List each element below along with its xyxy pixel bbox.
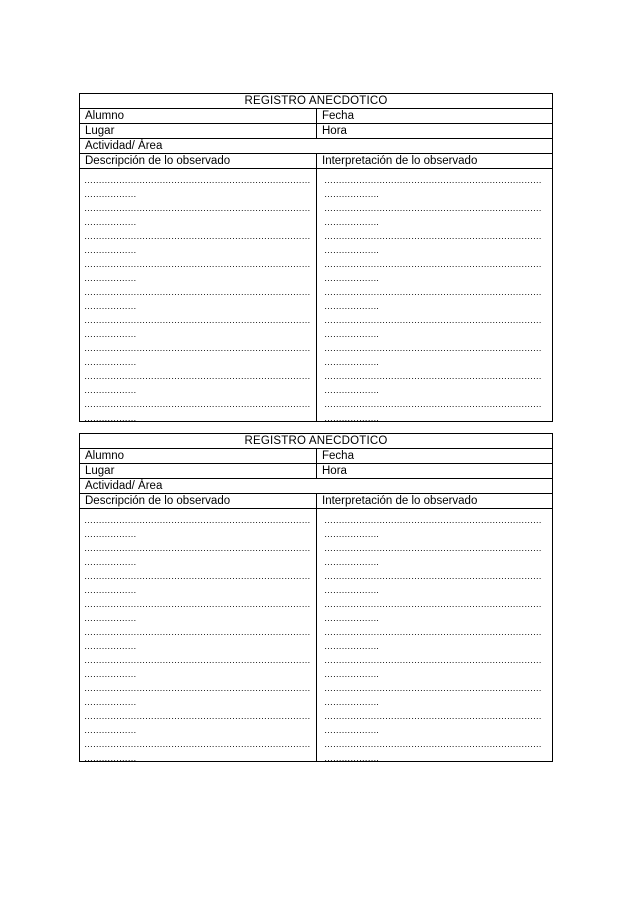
dotted-line: …………………………………………………………………… <box>84 287 311 297</box>
dotted-line: ………………………………………………………………… <box>324 371 542 381</box>
dotted-line: ………………. <box>324 529 379 539</box>
dotted-line: …………………………………………………………………… <box>84 683 311 693</box>
interpretation-writing-area[interactable] <box>317 509 552 761</box>
dotted-line: ……………… <box>84 753 137 761</box>
dotted-line: ……………… <box>84 529 137 539</box>
dotted-line: …………………………………………………………………… <box>84 231 311 241</box>
dotted-line: ……………… <box>84 669 137 679</box>
activity-row <box>80 479 552 494</box>
activity-row <box>80 139 552 154</box>
dotted-line: ………………. <box>324 753 379 761</box>
dotted-line: ……………… <box>84 641 137 651</box>
dotted-line: …………………………………………………………………… <box>84 399 311 409</box>
dotted-line: ……………… <box>84 357 137 367</box>
dotted-line: ………………………………………………………………… <box>324 259 542 269</box>
dotted-line: ……………… <box>84 385 137 395</box>
dotted-line: ……………… <box>84 245 137 255</box>
interpretation-writing-area[interactable] <box>317 169 552 421</box>
dotted-line: ………………………………………………………………… <box>324 739 542 749</box>
dotted-line: ……………… <box>84 217 137 227</box>
dotted-line: ……………… <box>84 301 137 311</box>
dotted-line: ………………………………………………………………… <box>324 515 542 525</box>
dotted-line: ………………. <box>324 725 379 735</box>
dotted-line: ………………. <box>324 217 379 227</box>
student-date-row <box>80 109 552 124</box>
dotted-line: …………………………………………………………………… <box>84 711 311 721</box>
observation-header: Descripción de lo observado <box>80 154 317 168</box>
place-field[interactable]: Lugar <box>80 124 317 138</box>
date-field[interactable]: Fecha <box>322 450 354 462</box>
dotted-line: …………………………………………………………………… <box>84 599 311 609</box>
dotted-line: ……………… <box>84 189 137 199</box>
dotted-line: ……………… <box>84 329 137 339</box>
dotted-line: ………………. <box>324 697 379 707</box>
dotted-line: …………………………………………………………………… <box>84 175 311 185</box>
dotted-line: ……………… <box>84 613 137 623</box>
form-title-row <box>80 434 552 449</box>
dotted-line: ………………………………………………………………… <box>324 543 542 553</box>
dotted-line: ………………………………………………………………… <box>324 175 542 185</box>
dotted-line: ………………………………………………………………… <box>324 711 542 721</box>
dotted-line: ………………………………………………………………… <box>324 683 542 693</box>
dotted-line: ………………………………………………………………… <box>324 571 542 581</box>
student-field[interactable]: Alumno <box>80 449 317 463</box>
section-header-row <box>80 494 552 509</box>
dotted-line: …………………………………………………………………… <box>84 655 311 665</box>
time-field[interactable]: Hora <box>322 125 347 137</box>
dotted-line: …………………………………………………………………… <box>84 371 311 381</box>
dotted-line: ………………. <box>324 189 379 199</box>
dotted-line: ……………… <box>84 557 137 567</box>
dotted-line: ………………. <box>324 245 379 255</box>
interpretation-header: Interpretación de lo observado <box>322 495 478 507</box>
dotted-line: ………………. <box>324 413 379 421</box>
writing-area <box>80 169 552 421</box>
dotted-line: …………………………………………………………………… <box>84 203 311 213</box>
dotted-line: ………………………………………………………………… <box>324 231 542 241</box>
dotted-line: ……………… <box>84 585 137 595</box>
dotted-line: ……………… <box>84 697 137 707</box>
writing-area <box>80 509 552 761</box>
dotted-line: ………………. <box>324 641 379 651</box>
dotted-line: ……………… <box>84 725 137 735</box>
dotted-line: ………………. <box>324 385 379 395</box>
time-field[interactable]: Hora <box>322 465 347 477</box>
dotted-line: ………………. <box>324 669 379 679</box>
dotted-line: ………………………………………………………………… <box>324 315 542 325</box>
interpretation-header: Interpretación de lo observado <box>322 155 478 167</box>
dotted-line: ………………………………………………………………… <box>324 203 542 213</box>
dotted-line: ………………. <box>324 329 379 339</box>
dotted-line: …………………………………………………………………… <box>84 343 311 353</box>
place-time-row <box>80 464 552 479</box>
date-field[interactable]: Fecha <box>322 110 354 122</box>
form-title: REGISTRO ANECDOTICO <box>244 95 388 107</box>
anecdotal-record-form <box>79 433 553 762</box>
form-title-row <box>80 94 552 109</box>
dotted-line: ………………. <box>324 301 379 311</box>
dotted-line: ………………………………………………………………… <box>324 599 542 609</box>
dotted-line: …………………………………………………………………… <box>84 739 311 749</box>
dotted-line: …………………………………………………………………… <box>84 543 311 553</box>
dotted-line: ………………………………………………………………… <box>324 399 542 409</box>
observation-writing-area[interactable] <box>80 169 317 421</box>
activity-field[interactable]: Actividad/ Área <box>85 480 163 492</box>
form-title: REGISTRO ANECDOTICO <box>244 435 388 447</box>
dotted-line: ……………… <box>84 273 137 283</box>
dotted-line: ………………. <box>324 273 379 283</box>
dotted-line: ………………. <box>324 585 379 595</box>
dotted-line: …………………………………………………………………… <box>84 627 311 637</box>
student-date-row <box>80 449 552 464</box>
dotted-line: …………………………………………………………………… <box>84 515 311 525</box>
dotted-line: ………………. <box>324 557 379 567</box>
dotted-line: ………………………………………………………………… <box>324 655 542 665</box>
dotted-line: …………………………………………………………………… <box>84 571 311 581</box>
observation-writing-area[interactable] <box>80 509 317 761</box>
dotted-line: ………………………………………………………………… <box>324 287 542 297</box>
place-field[interactable]: Lugar <box>80 464 317 478</box>
observation-header: Descripción de lo observado <box>80 494 317 508</box>
anecdotal-record-form <box>79 93 553 422</box>
activity-field[interactable]: Actividad/ Área <box>85 140 163 152</box>
student-field[interactable]: Alumno <box>80 109 317 123</box>
place-time-row <box>80 124 552 139</box>
section-header-row <box>80 154 552 169</box>
dotted-line: ………………. <box>324 357 379 367</box>
dotted-line: ……………… <box>84 413 137 421</box>
dotted-line: …………………………………………………………………… <box>84 315 311 325</box>
dotted-line: ………………………………………………………………… <box>324 627 542 637</box>
dotted-line: …………………………………………………………………… <box>84 259 311 269</box>
dotted-line: ………………. <box>324 613 379 623</box>
dotted-line: ………………………………………………………………… <box>324 343 542 353</box>
